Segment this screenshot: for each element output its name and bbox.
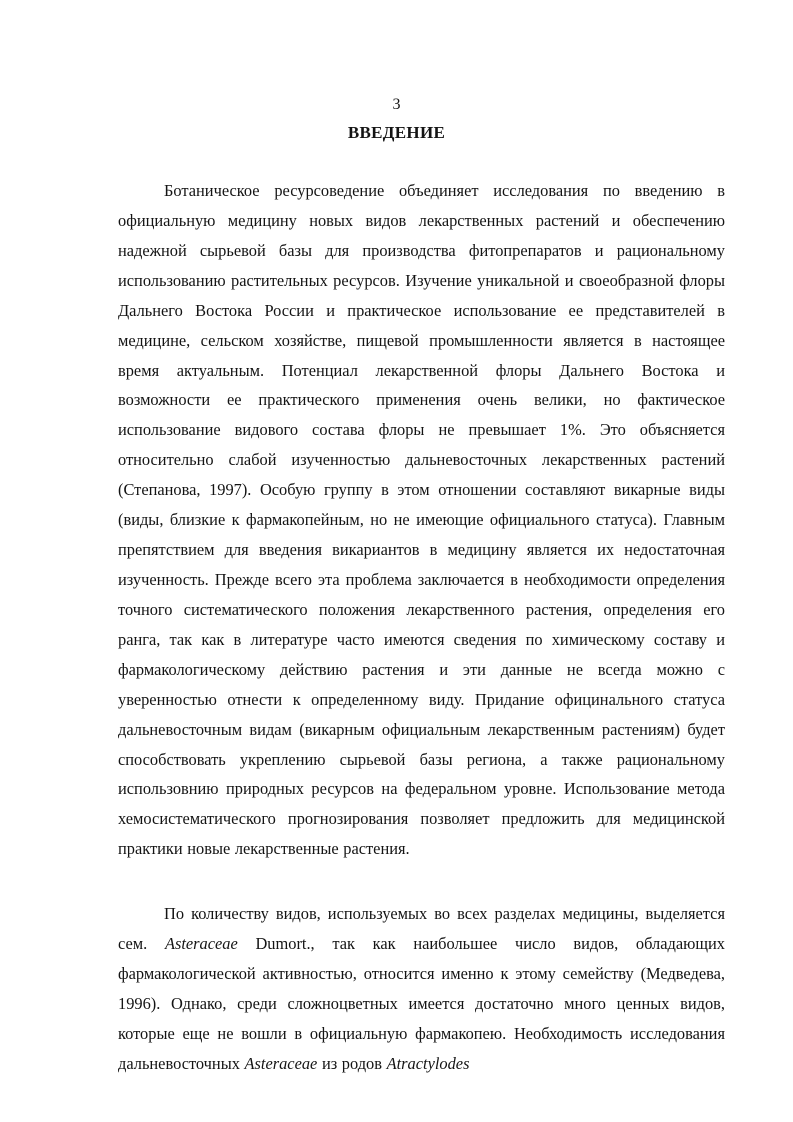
- page-number: 3: [392, 96, 401, 113]
- paragraph-2-text-1: По количеству видов, используемых во всех разделах медицины, выделяется сем.: [118, 904, 725, 953]
- taxon-asteraceae-2: Asteraceae: [244, 1053, 318, 1073]
- taxon-atractylodes: Atractylodes: [386, 1053, 470, 1073]
- paragraph-2: [118, 899, 725, 1079]
- section-heading: ВВЕДЕНИЕ: [347, 123, 446, 142]
- paragraph-1: Ботаническое ресурсоведение объединяет исследования по введению в официальную медицину новых видов лекарственных растений и обеспечению надежной сырьевой базы для производства фитопрепаратов и рациональному использованию растительных ресурсов. Изучение уникальной и своеобразной флоры Дальнего Востока России и практическое использование ее представителей в медицине, сельском хозяйстве, пищевой промышленности является в настоящее время актуальным. Потенциал лекарственной флоры Дальнего Востока и возможности ее практического применения очень велики, но фактическое использование видового состава флоры не превышает 1%. Это объясняется относительно слабой изученностью дальневосточных лекарственных растений (Степанова, 1997). Особую группу в этом отношении составляют викарные виды (виды, близкие к фармакопейным, но не имеющие официального статуса). Главным препятствием для введения викариантов в медицину является их недостаточная изученность. Прежде всего эта проблема заключается в необходимости определения точного систематического положения лекарственного растения, определения его ранга, так как в литературе часто имеются сведения по химическому составу и фармакологическому действию растения и эти данные не всегда можно с уверенностью отнести к определенному виду. Придание официнального статуса дальневосточным видам (викарным официальным лекарственным растениям) будет способствовать укреплению сырьевой базы региона, а также рациональному использовнию природных ресурсов на федеральном уровне. Использование метода хемосистематического прогнозирования позволяет предложить для медицинской практики новые лекарственные растения.: [118, 181, 725, 859]
- paragraph-2-text-3: из родов: [321, 1053, 382, 1073]
- taxon-asteraceae: Asteraceae: [164, 933, 238, 953]
- paragraph-2-text-2: Dumort., так как наибольшее число видов, обладающих фармакологической активностью, относится именно к этому семейству (Медведева, 1996). Однако, среди сложноцветных имеется достаточно много ценных видов, которые еще не вошли в официальную фармакопею. Необходимость исследования дальневосточных: [118, 933, 725, 1073]
